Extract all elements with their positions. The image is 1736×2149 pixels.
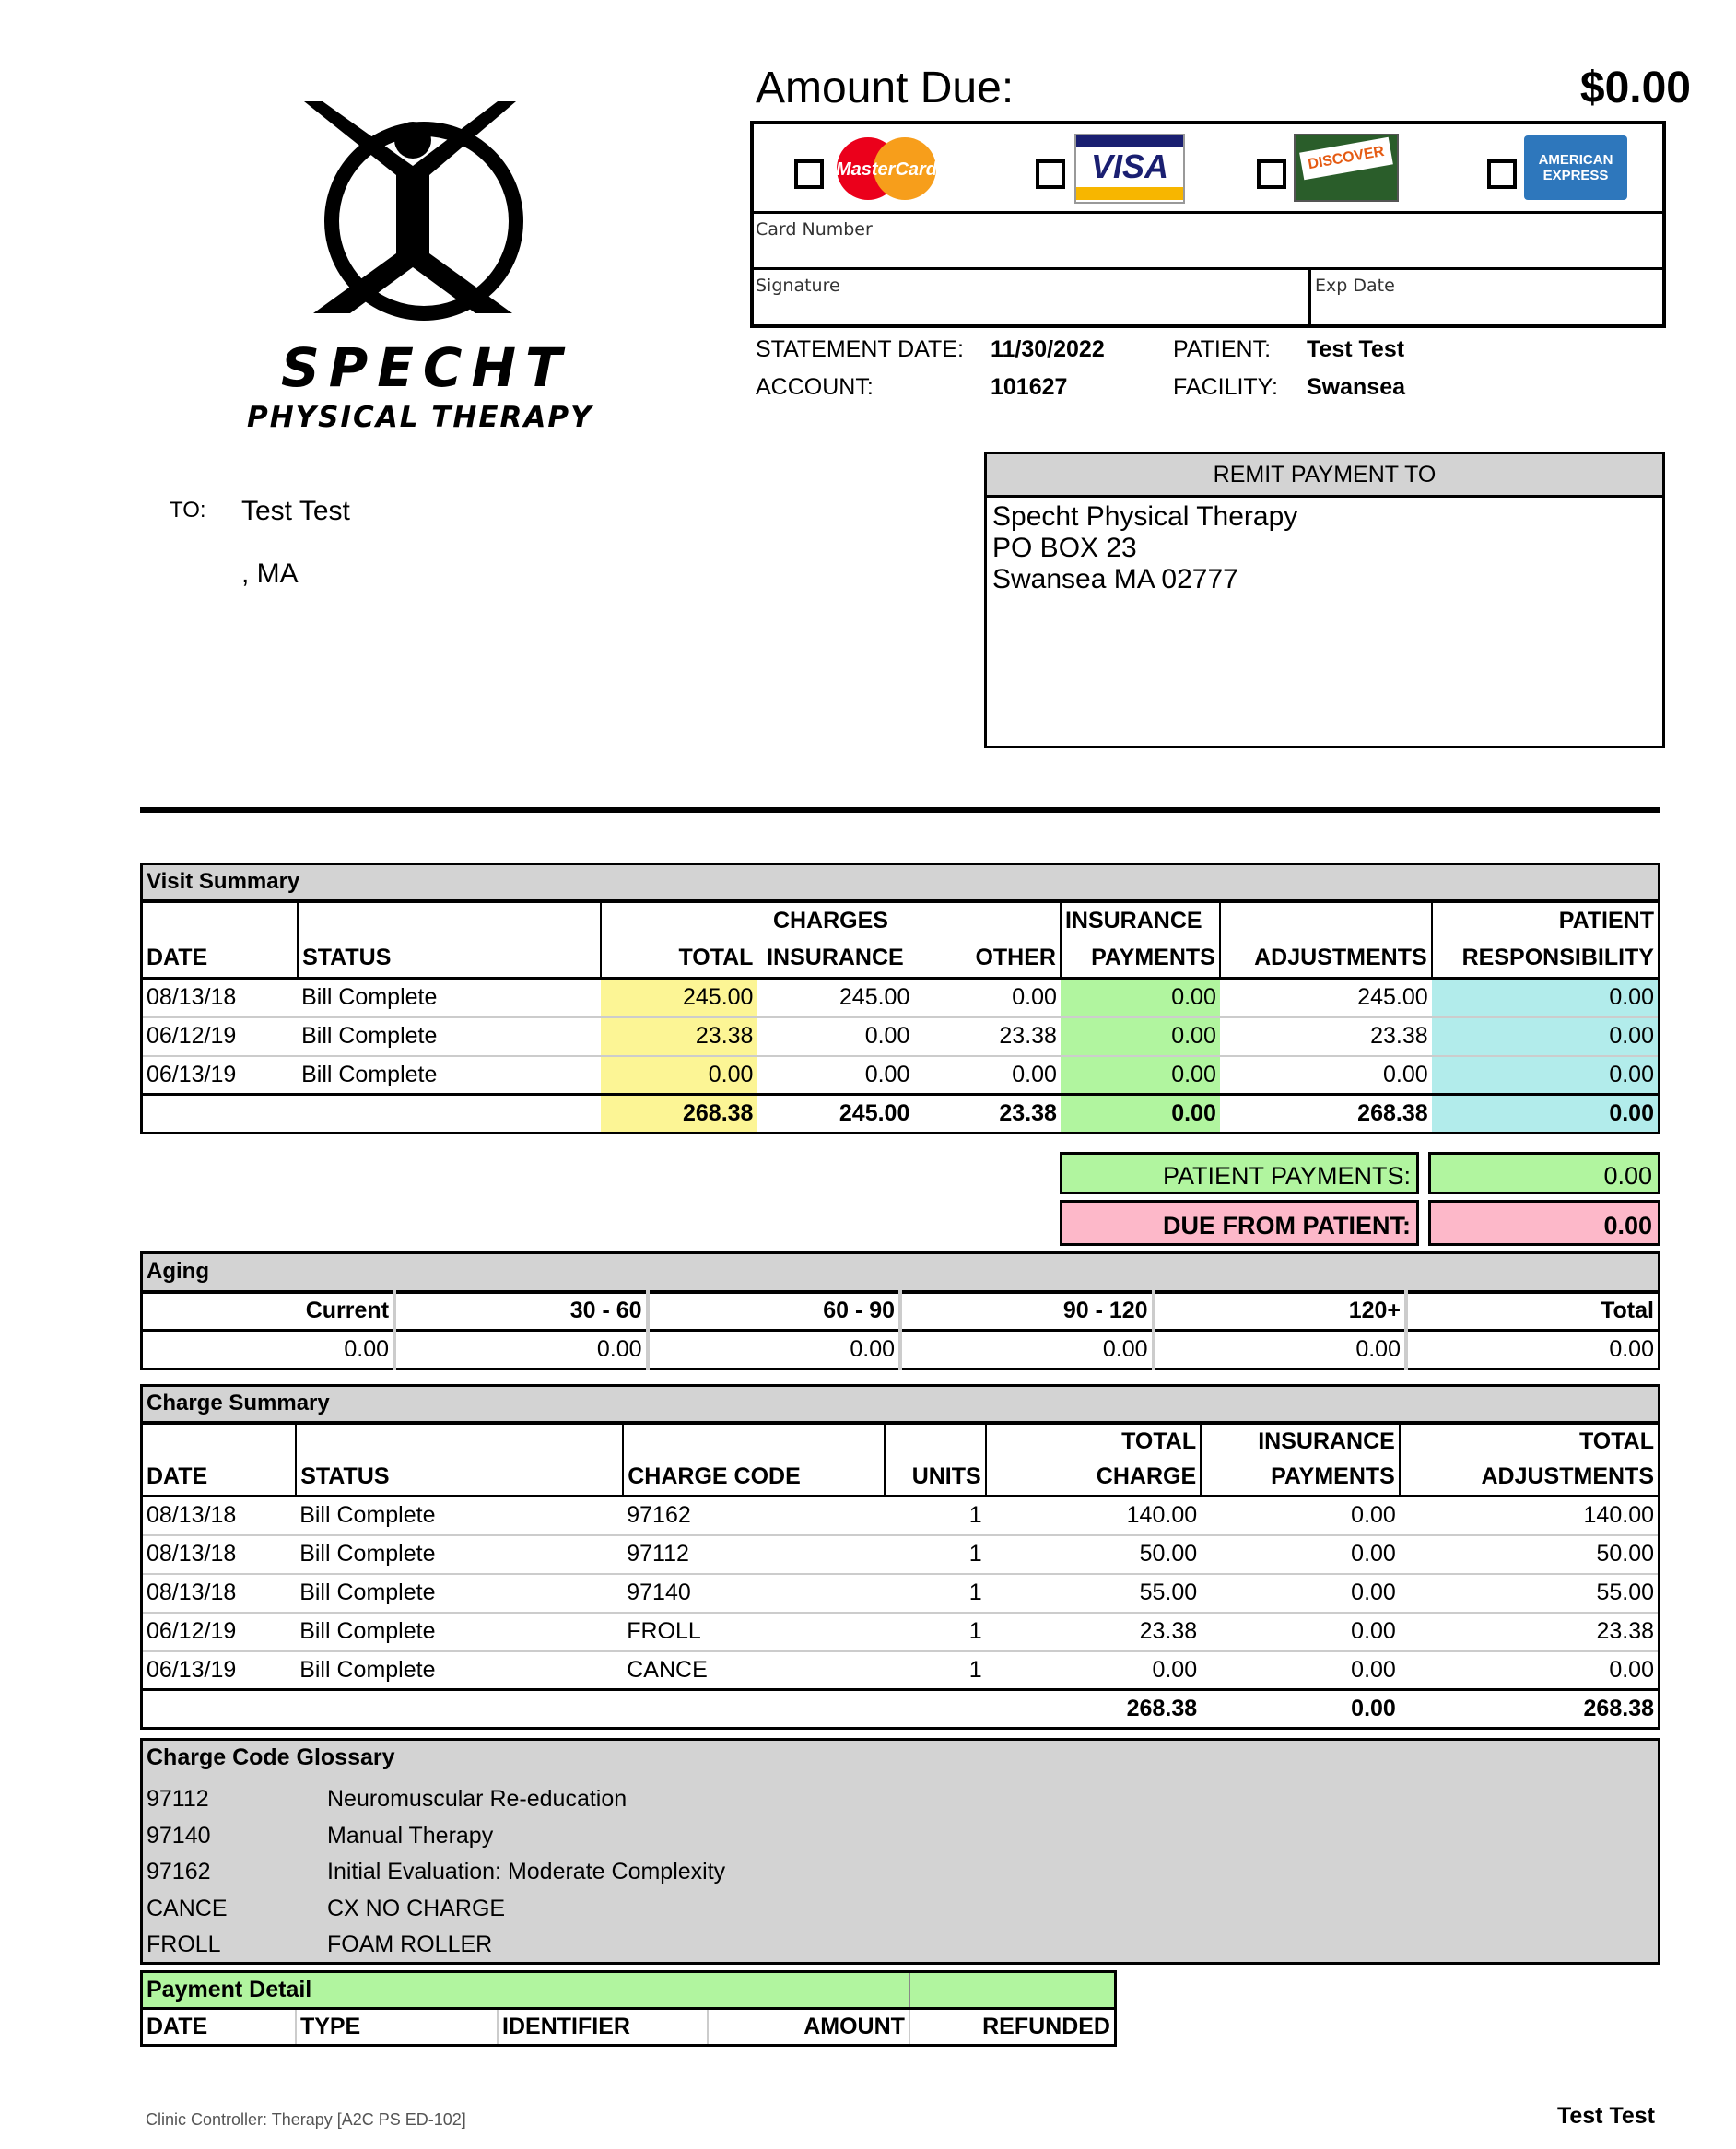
glossary-desc: CX NO CHARGE <box>327 1895 506 1921</box>
amex-checkbox[interactable] <box>1487 159 1517 189</box>
cs-row-code: 97162 <box>627 1502 691 1529</box>
cs-row-status: Bill Complete <box>299 1656 436 1683</box>
discover-logo-text: DISCOVER <box>1299 137 1393 181</box>
facility-label: FACILITY: <box>1173 374 1278 400</box>
card-number-label: Card Number <box>756 219 873 240</box>
total-insurance: 245.00 <box>839 1100 910 1126</box>
cs-row-payments: 0.00 <box>1351 1656 1396 1683</box>
col-total: TOTAL <box>678 945 754 971</box>
total-payments: 0.00 <box>1061 1095 1220 1133</box>
cs-row-adjustments: 50.00 <box>1596 1541 1654 1567</box>
cs-totals-row <box>142 1690 1660 1729</box>
cs-row-payments: 0.00 <box>1351 1618 1396 1644</box>
total-responsibility: 0.00 <box>1432 1095 1660 1133</box>
statement-date-label: STATEMENT DATE: <box>756 336 964 362</box>
patient-label: PATIENT: <box>1173 336 1272 362</box>
row-other: 0.00 <box>1012 984 1057 1011</box>
cs-row-charge: 140.00 <box>1126 1502 1198 1529</box>
patient-payments-value: 0.00 <box>1428 1152 1660 1194</box>
glossary-desc: Neuromuscular Re-education <box>327 1786 628 1812</box>
cs-row-units: 1 <box>968 1579 982 1605</box>
visit-summary-title: Visit Summary <box>147 869 300 895</box>
glossary-code: FROLL <box>147 1932 221 1957</box>
glossary-code: 97140 <box>147 1822 211 1849</box>
glossary-code: 97112 <box>147 1786 209 1812</box>
cs-row-date: 06/12/19 <box>147 1618 237 1644</box>
to-city: , MA <box>241 558 299 589</box>
row-responsibility: 0.00 <box>1432 1056 1660 1095</box>
col-date: DATE <box>142 940 299 979</box>
table-row <box>142 979 1660 1017</box>
facility-value: Swansea <box>1307 374 1406 400</box>
glossary-code: 97162 <box>147 1859 211 1885</box>
glossary-desc: Initial Evaluation: Moderate Complexity <box>327 1859 726 1885</box>
cs-row-adjustments: 23.38 <box>1596 1618 1654 1644</box>
row-date: 06/13/19 <box>147 1061 237 1087</box>
total-adjustments: 268.38 <box>1357 1100 1428 1126</box>
visa-logo-text: VISA <box>1090 147 1169 185</box>
row-total: 0.00 <box>601 1056 757 1095</box>
col-responsibility: RESPONSIBILITY <box>1461 945 1654 971</box>
aging-60-90: 0.00 <box>648 1331 901 1369</box>
pd-col-identifier: IDENTIFIER <box>498 2009 708 2046</box>
aging-col-30-60: 30 - 60 <box>394 1292 648 1331</box>
cs-col-payments: PAYMENTS <box>1201 1460 1400 1497</box>
section-divider <box>140 807 1660 813</box>
cs-row-code: CANCE <box>627 1656 708 1683</box>
cs-row-units: 1 <box>968 1502 982 1529</box>
amount-due-label: Amount Due: <box>756 64 1015 112</box>
col-payments: PAYMENTS <box>1061 940 1220 979</box>
account-value: 101627 <box>991 374 1068 400</box>
visa-logo-icon <box>1074 134 1185 204</box>
row-status: Bill Complete <box>301 1023 438 1049</box>
cs-row-date: 06/13/19 <box>147 1656 237 1683</box>
aging-120-plus: 0.00 <box>1154 1331 1406 1369</box>
remit-line-1: Specht Physical Therapy <box>992 501 1298 532</box>
cs-row-payments: 0.00 <box>1351 1579 1396 1605</box>
brand-subtitle: PHYSICAL THERAPY <box>247 401 593 434</box>
cs-row-adjustments: 0.00 <box>1609 1656 1654 1683</box>
glossary-descriptions <box>327 1781 725 1964</box>
payment-detail-title: Payment Detail <box>147 1977 312 2002</box>
row-date: 08/13/18 <box>147 984 237 1011</box>
total-other: 23.38 <box>999 1100 1057 1126</box>
discover-checkbox[interactable] <box>1257 159 1286 189</box>
remit-title: REMIT PAYMENT TO <box>987 454 1662 498</box>
remit-line-3: Swansea MA 02777 <box>992 564 1238 594</box>
due-from-patient-label: DUE FROM PATIENT: <box>1060 1200 1419 1246</box>
row-payments: 0.00 <box>1061 1017 1220 1056</box>
table-row <box>142 1651 1660 1690</box>
row-other: 0.00 <box>1012 1061 1057 1087</box>
logo-figure-icon <box>212 92 645 332</box>
cs-row-status: Bill Complete <box>299 1541 436 1567</box>
aging-current: 0.00 <box>142 1331 395 1369</box>
patient-value: Test Test <box>1307 336 1405 362</box>
aging-table <box>140 1251 1660 1370</box>
cs-col-code: CHARGE CODE <box>623 1460 885 1497</box>
cs-row-status: Bill Complete <box>299 1502 436 1529</box>
aging-col-total: Total <box>1601 1298 1654 1324</box>
aging-col-current: Current <box>142 1292 395 1331</box>
pd-col-refunded: REFUNDED <box>982 2014 1110 2039</box>
cs-row-units: 1 <box>968 1618 982 1644</box>
pd-col-amount: AMOUNT <box>708 2009 909 2046</box>
table-row <box>142 1017 1660 1056</box>
aging-values-row <box>142 1331 1660 1369</box>
pd-col-type: TYPE <box>296 2009 498 2046</box>
row-other: 23.38 <box>999 1023 1057 1049</box>
cs-row-units: 1 <box>968 1656 982 1683</box>
glossary-box <box>140 1738 1660 1965</box>
discover-logo-icon <box>1294 134 1399 202</box>
account-label: ACCOUNT: <box>756 374 874 400</box>
cs-adj-top: TOTAL <box>1578 1428 1654 1454</box>
cs-row-charge: 55.00 <box>1139 1579 1198 1605</box>
col-insurance: INSURANCE <box>767 945 904 971</box>
cs-col-charge: CHARGE <box>986 1460 1201 1497</box>
signature-row <box>754 270 1662 324</box>
cs-total-payments: 0.00 <box>1351 1696 1396 1721</box>
charge-summary-table <box>140 1384 1660 1730</box>
cs-total-top: TOTAL <box>986 1423 1201 1460</box>
cs-row-payments: 0.00 <box>1351 1502 1396 1529</box>
aging-total: 0.00 <box>1609 1336 1654 1362</box>
brand-name: SPECHT <box>281 336 571 399</box>
row-payments: 0.00 <box>1061 1056 1220 1095</box>
aging-title: Aging <box>147 1259 209 1285</box>
mastercard-logo-icon <box>831 135 942 202</box>
cs-row-adjustments: 55.00 <box>1596 1579 1654 1605</box>
cs-row-code: 97112 <box>627 1541 689 1567</box>
cs-row-charge: 50.00 <box>1139 1541 1198 1567</box>
row-status: Bill Complete <box>301 1061 438 1087</box>
glossary-desc: Manual Therapy <box>327 1822 494 1849</box>
amount-due-value: $0.00 <box>1579 64 1691 112</box>
footer-patient-name: Test Test <box>1556 2103 1655 2129</box>
row-adjustments: 0.00 <box>1382 1061 1428 1087</box>
card-number-field[interactable] <box>754 214 1662 270</box>
glossary-codes <box>147 1781 228 1964</box>
payment-card-box <box>750 121 1666 328</box>
visa-checkbox[interactable] <box>1036 159 1065 189</box>
exp-date-label: Exp Date <box>1315 276 1395 296</box>
table-row <box>142 1535 1660 1574</box>
due-from-patient-value: 0.00 <box>1428 1200 1660 1246</box>
glossary-code: CANCE <box>147 1895 228 1921</box>
col-other: OTHER <box>913 940 1061 979</box>
row-responsibility: 0.00 <box>1432 1017 1660 1056</box>
aging-90-120: 0.00 <box>900 1331 1154 1369</box>
cs-col-status: STATUS <box>296 1460 623 1497</box>
to-name: Test Test <box>241 496 350 526</box>
table-row <box>142 1613 1660 1651</box>
aging-col-90-120: 90 - 120 <box>900 1292 1154 1331</box>
cs-row-date: 08/13/18 <box>147 1579 237 1605</box>
cs-row-payments: 0.00 <box>1351 1541 1396 1567</box>
exp-date-field[interactable] <box>1311 270 1662 324</box>
cs-row-adjustments: 140.00 <box>1583 1502 1654 1529</box>
remit-line-2: PO BOX 23 <box>992 533 1137 563</box>
footer-software: Clinic Controller: Therapy [A2C PS ED-102] <box>146 2110 466 2129</box>
row-adjustments: 245.00 <box>1357 984 1428 1011</box>
row-insurance: 245.00 <box>839 984 910 1011</box>
charges-group-header: CHARGES <box>601 901 1061 940</box>
cs-insurance-top: INSURANCE <box>1201 1423 1400 1460</box>
glossary-desc: FOAM ROLLER <box>327 1932 493 1957</box>
cs-row-date: 08/13/18 <box>147 1541 237 1567</box>
pd-col-date: DATE <box>142 2009 296 2046</box>
cs-row-code: FROLL <box>627 1618 701 1644</box>
row-responsibility: 0.00 <box>1432 979 1660 1017</box>
payment-detail-table <box>140 1970 1117 2047</box>
col-adjustments: ADJUSTMENTS <box>1220 940 1432 979</box>
row-total: 245.00 <box>601 979 757 1017</box>
statement-date-value: 11/30/2022 <box>991 336 1105 362</box>
remit-box <box>984 452 1665 748</box>
cs-total-adjustments: 268.38 <box>1583 1696 1654 1721</box>
patient-payments-label: PATIENT PAYMENTS: <box>1060 1152 1419 1194</box>
cs-row-status: Bill Complete <box>299 1579 436 1605</box>
table-row <box>142 1056 1660 1095</box>
row-insurance: 0.00 <box>864 1061 910 1087</box>
aging-col-60-90: 60 - 90 <box>648 1292 901 1331</box>
aging-30-60: 0.00 <box>394 1331 648 1369</box>
signature-label: Signature <box>756 276 840 296</box>
patient-group-header: PATIENT <box>1558 908 1654 934</box>
row-insurance: 0.00 <box>864 1023 910 1049</box>
cs-row-date: 08/13/18 <box>147 1502 237 1529</box>
cs-row-units: 1 <box>968 1541 982 1567</box>
table-row <box>142 1497 1660 1535</box>
cs-row-charge: 0.00 <box>1152 1656 1198 1683</box>
visit-summary-table <box>140 863 1660 1134</box>
totals-row <box>142 1095 1660 1133</box>
row-adjustments: 23.38 <box>1370 1023 1428 1049</box>
aging-col-120-plus: 120+ <box>1154 1292 1406 1331</box>
row-status: Bill Complete <box>301 984 438 1011</box>
cs-row-status: Bill Complete <box>299 1618 436 1644</box>
mastercard-checkbox[interactable] <box>794 159 824 189</box>
charge-summary-title: Charge Summary <box>147 1391 330 1416</box>
insurance-group-header: INSURANCE <box>1061 901 1220 940</box>
card-type-row <box>754 124 1662 214</box>
cs-col-adjustments: ADJUSTMENTS <box>1481 1463 1654 1490</box>
cs-col-date: DATE <box>142 1460 297 1497</box>
table-row <box>142 1574 1660 1613</box>
row-total: 23.38 <box>601 1017 757 1056</box>
cs-row-charge: 23.38 <box>1139 1618 1198 1644</box>
cs-total-charge: 268.38 <box>1126 1696 1198 1721</box>
clinic-logo <box>212 92 645 442</box>
cs-col-units: UNITS <box>885 1460 986 1497</box>
mastercard-logo-text: MasterCard <box>835 159 938 180</box>
glossary-title: Charge Code Glossary <box>147 1744 395 1770</box>
signature-field[interactable] <box>754 270 1311 324</box>
to-label: TO: <box>170 498 206 523</box>
cs-row-code: 97140 <box>627 1579 691 1605</box>
row-date: 06/12/19 <box>147 1023 237 1049</box>
amex-logo-icon: AMERICAN EXPRESS <box>1524 135 1627 200</box>
row-payments: 0.00 <box>1061 979 1220 1017</box>
col-status: STATUS <box>298 940 601 979</box>
total-total: 268.38 <box>601 1095 757 1133</box>
